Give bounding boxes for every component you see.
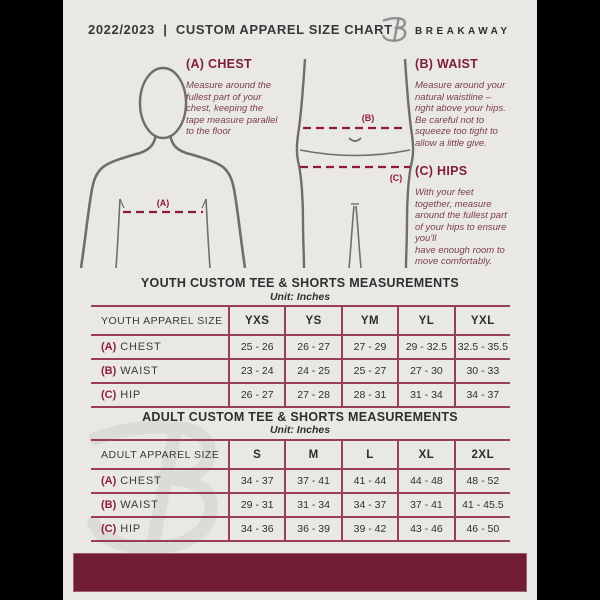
value-cell: 32.5 - 35.5 — [454, 336, 510, 358]
row-marker: (A) — [101, 475, 117, 487]
row-label: WAIST — [120, 499, 159, 511]
row-label-cell — [91, 518, 228, 540]
value-cell: 43 - 46 — [397, 518, 453, 540]
waist-heading: (B) WAIST — [415, 57, 479, 71]
adult-table-unit: Unit: Inches — [269, 424, 331, 436]
value-cell: 27 - 28 — [284, 384, 340, 406]
size-header-cell: YXL — [454, 307, 510, 334]
adult-size-table — [91, 439, 510, 542]
value-cell: 34 - 37 — [454, 384, 510, 406]
value-cell: 48 - 52 — [454, 470, 510, 492]
size-header-cell: M — [284, 441, 340, 468]
table-row — [91, 470, 510, 494]
size-chart-page — [63, 0, 537, 600]
size-header-cell: L — [341, 441, 397, 468]
row-marker: (A) — [101, 341, 117, 353]
value-cell: 27 - 30 — [397, 360, 453, 382]
row-label: HIP — [120, 523, 142, 535]
value-cell: 37 - 41 — [397, 494, 453, 516]
size-header-cell: 2XL — [454, 441, 510, 468]
brand-name: BREAKAWAY — [415, 26, 511, 37]
waist-description: Measure around your natural waistline – right above your hips. Be careful not to squeeze too tight to allow a little give. — [415, 80, 506, 149]
row-label: WAIST — [120, 365, 159, 377]
value-cell: 34 - 37 — [341, 494, 397, 516]
size-header-cell: S — [228, 441, 284, 468]
row-label-cell — [91, 384, 228, 406]
size-header-cell: XL — [397, 441, 453, 468]
value-cell: 28 - 31 — [341, 384, 397, 406]
table-row — [91, 360, 510, 384]
row-label-cell — [91, 360, 228, 382]
waist-marker-label: (B) — [361, 113, 375, 123]
value-cell: 27 - 29 — [341, 336, 397, 358]
row-label: CHEST — [120, 341, 162, 353]
footer-accent-bar — [73, 553, 527, 592]
adult-size-column-header: ADULT APPAREL SIZE — [101, 448, 220, 461]
row-label: HIP — [120, 389, 142, 401]
row-label-cell — [91, 336, 228, 358]
value-cell: 29 - 31 — [228, 494, 284, 516]
breakaway-logo-icon — [381, 13, 407, 44]
size-header-cell: YM — [341, 307, 397, 334]
adult-table-header-row — [91, 441, 510, 470]
row-marker: (C) — [101, 523, 117, 535]
hips-figure-icon — [297, 59, 413, 268]
adult-table-title: ADULT CUSTOM TEE & SHORTS MEASUREMENTS — [142, 410, 458, 424]
row-label-cell — [91, 470, 228, 492]
value-cell: 34 - 37 — [228, 470, 284, 492]
hips-marker-label: (C) — [389, 173, 403, 183]
value-cell: 34 - 36 — [228, 518, 284, 540]
value-cell: 26 - 27 — [228, 384, 284, 406]
table-row — [91, 384, 510, 408]
size-header-cell: YXS — [228, 307, 284, 334]
youth-table-header-row — [91, 307, 510, 336]
table-row — [91, 494, 510, 518]
row-label: CHEST — [120, 475, 162, 487]
value-cell: 30 - 33 — [454, 360, 510, 382]
table-row — [91, 336, 510, 360]
chest-marker-label: (A) — [156, 198, 170, 208]
row-marker: (B) — [101, 499, 117, 511]
youth-table-title: YOUTH CUSTOM TEE & SHORTS MEASUREMENTS — [140, 276, 460, 290]
chest-description: Measure around the fullest part of your chest, keeping the tape measure parallel to the floor — [186, 80, 278, 137]
value-cell: 23 - 24 — [228, 360, 284, 382]
hips-heading: (C) HIPS — [415, 164, 468, 178]
value-cell: 31 - 34 — [397, 384, 453, 406]
row-marker: (B) — [101, 365, 117, 377]
value-cell: 41 - 45.5 — [454, 494, 510, 516]
value-cell: 24 - 25 — [284, 360, 340, 382]
value-cell: 31 - 34 — [284, 494, 340, 516]
size-header-cell: YS — [284, 307, 340, 334]
youth-table-unit: Unit: Inches — [269, 291, 331, 303]
value-cell: 25 - 27 — [341, 360, 397, 382]
value-cell: 25 - 26 — [228, 336, 284, 358]
value-cell: 29 - 32.5 — [397, 336, 453, 358]
youth-size-column-header: YOUTH APPAREL SIZE — [101, 314, 223, 327]
value-cell: 37 - 41 — [284, 470, 340, 492]
table-row — [91, 518, 510, 542]
value-cell: 39 - 42 — [341, 518, 397, 540]
hips-description: With your feet together, measure around the fullest part of your hips to ensure you'll have enough room to move comfortably. — [415, 187, 507, 267]
value-cell: 46 - 50 — [454, 518, 510, 540]
page-title: 2022/2023 | CUSTOM APPAREL SIZE CHART — [88, 22, 393, 37]
value-cell: 41 - 44 — [341, 470, 397, 492]
chest-heading: (A) CHEST — [186, 57, 252, 71]
youth-size-table — [91, 305, 510, 408]
value-cell: 36 - 39 — [284, 518, 340, 540]
value-cell: 26 - 27 — [284, 336, 340, 358]
row-label-cell — [91, 494, 228, 516]
value-cell: 44 - 48 — [397, 470, 453, 492]
size-header-cell: YL — [397, 307, 453, 334]
row-marker: (C) — [101, 389, 117, 401]
